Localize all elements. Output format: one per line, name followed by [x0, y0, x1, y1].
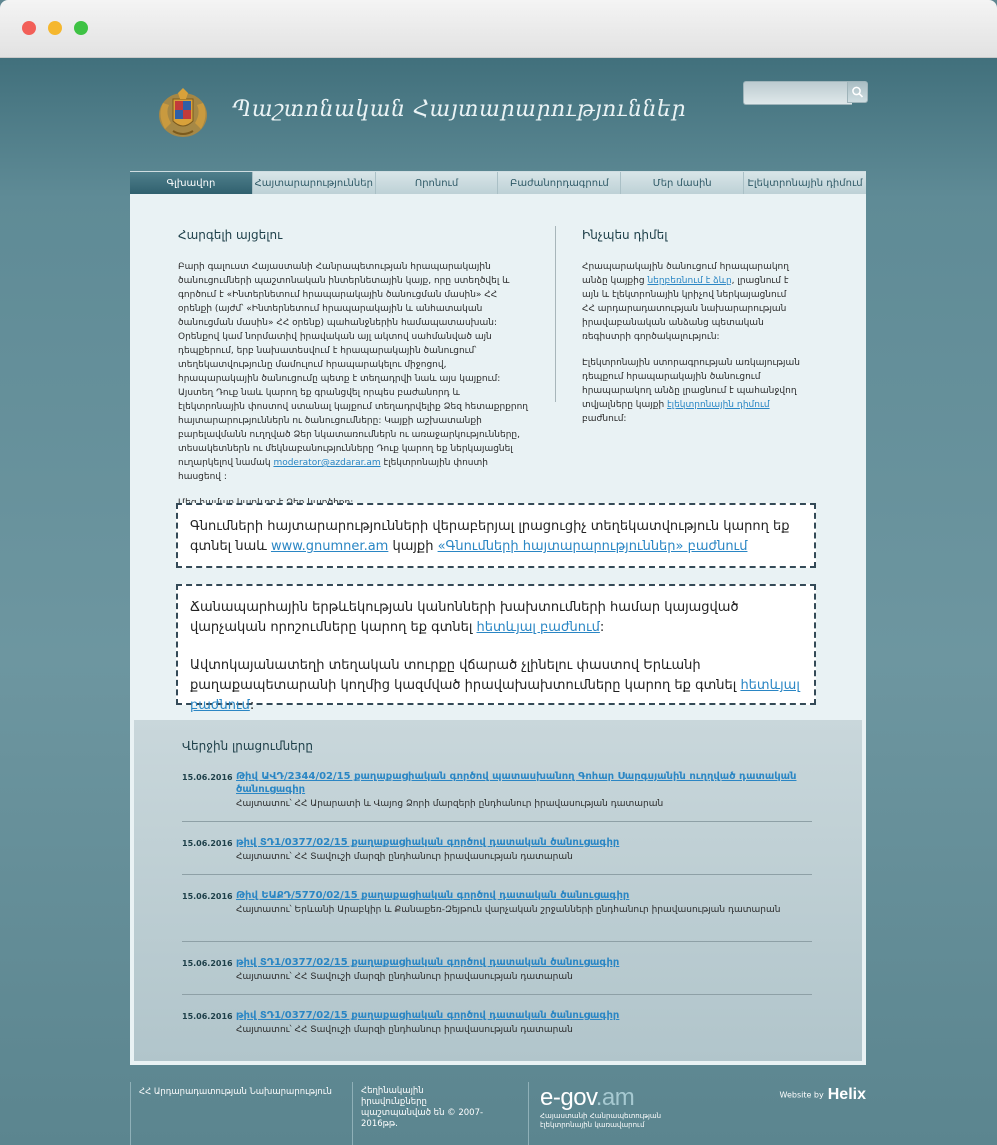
- latest-additions-panel: [134, 720, 862, 1061]
- credit-prefix: Website by: [779, 1090, 824, 1100]
- minimize-window-button[interactable]: [48, 21, 62, 35]
- how-to-apply-section: [582, 228, 802, 426]
- nav-item-home[interactable]: [130, 172, 253, 195]
- traffic-violations-link[interactable]: հետևյալ բաժնում: [476, 620, 600, 635]
- nav-item-label: Որոնում: [414, 178, 459, 189]
- parking-violations-link[interactable]: հետևյալ բաժնում: [190, 678, 800, 713]
- item-court: Հայտատու՝ ՀՀ Տավուշի մարզի ընդհանուր իրավասության դատարան: [236, 852, 573, 862]
- item-court: Հայտատու՝ ՀՀ Տավուշի մարզի ընդհանուր իրավասության դատարան: [236, 1025, 573, 1035]
- how-to-apply-heading: Ինչպես դիմել: [582, 228, 668, 242]
- welcome-section: [178, 228, 528, 510]
- welcome-heading: Հարգելի այցելու: [178, 228, 283, 242]
- procurement-section-link[interactable]: «Գնումների հայտարարություններ» բաժնում: [437, 539, 748, 554]
- parking-violations-body: Ավտոկայանատեղի տեղական տուրքը վճարած չլինելու փաստով Երևանի քաղաքապետարանի կողմից կազմված իրավախախտումները կարող եք գտնել: [190, 658, 737, 693]
- gnumner-site-link[interactable]: www.gnumner.am: [270, 539, 389, 554]
- column-divider: [555, 226, 556, 402]
- welcome-text: [178, 260, 528, 484]
- how-to-apply-paragraph-2: [582, 356, 802, 426]
- main-content: [130, 194, 866, 1065]
- how-to-p2-end: բաժնում:: [582, 414, 627, 424]
- item-date: 15.06.2016: [182, 892, 233, 901]
- list-item: [182, 889, 812, 942]
- procurement-notice-box: [176, 503, 816, 568]
- item-court: Հայտատու՝ Երևանի Արաբկիր և Քանաքեռ-Զեյթուն վարչական շրջանների ընդհանուր իրավասության դատարան: [236, 905, 781, 915]
- traffic-violations-text: [190, 598, 802, 638]
- traffic-violations-body: Ճանապարհային երթևեկության կանոնների խախտումների համար կայացված վարչական որոշումները կարող եք գտնել: [190, 600, 739, 635]
- item-date: 15.06.2016: [182, 773, 233, 782]
- item-court: Հայտատու՝ ՀՀ Արարատի և Վայոց Ձորի մարզերի ընդհանուր իրավասության դատարան: [236, 799, 664, 809]
- egov-logo-main: e-gov: [540, 1084, 596, 1111]
- list-item: [182, 956, 812, 995]
- nav-item-label: Հայտարարություններ: [254, 178, 373, 189]
- procurement-notice-text: [190, 517, 802, 557]
- search-button[interactable]: [847, 81, 868, 103]
- parking-violations-end: :: [249, 698, 255, 713]
- item-date: 15.06.2016: [182, 959, 233, 968]
- welcome-text-body: Բարի գալուստ Հայաստանի Հանրապետության հրապարակային ծանուցումների պաշտոնական ինտերնետային կայք, որը ստեղծվել և գործում է «Ինտերնետում հրապարակային ծանուցման մասին» ՀՀ օրենքի (այժմ՝ «Ինտերնետում հրապարակային և անհատական ծանուցման մասին» ՀՀ օրենք) պահանջներին համապատասխան: Օրենքով կամ նորմատիվ իրավական այլ ակտով սահմանված այն դեպքերում, երբ նախատեսվում է հրապարակային ծանուցում՝ տեղեկատվությունը մամուլում հրապարակելու միջոցով, հրապարակային ծանուցումը պետք է տեղադրվի նաև այս կայքում: Այստեղ Դուք նաև կարող եք գրանցվել որպես բաժանորդ և էլեկտրոնային փոստով ստանալ կայքում տեղադրվելիք Ձեզ հետաքրքրող հայտարարություններն ու ծանուցումները: Կայքի աշխատանքի բարելավմանն ուղղված Ձեր նկատառումներն ու առաջարկությունները, տեսակետներն ու մեկնաբանությունները Դուք կարող եք ներկայացնել ուղարկելով նամակ: [178, 262, 529, 468]
- item-title-link[interactable]: Թիվ ԱՎԴ/2344/02/15 քաղաքացիական գործով պատասխանող Գոհար Սարգսյանին ուղղված դատական ծանուցագիր: [236, 771, 797, 795]
- traffic-notice-box: [176, 584, 816, 713]
- helix-logo: Helix: [827, 1086, 866, 1103]
- egov-subtitle: Հայաստանի Հանրապետության էլեկտրոնային կառավարում: [540, 1112, 662, 1129]
- footer-copyright-cell: [352, 1082, 528, 1145]
- item-date: 15.06.2016: [182, 1012, 233, 1021]
- nav-item-label: Էլեկտրոնային դիմում: [747, 178, 863, 189]
- how-to-apply-paragraph-1: [582, 260, 802, 344]
- footer-ministry-cell: [130, 1082, 351, 1145]
- latest-additions-heading: Վերջին լրացումները: [182, 739, 313, 753]
- item-title-link[interactable]: թիվ ՏԴ1/0377/02/15 քաղաքացիական գործով դատական ծանուցագիր: [236, 1010, 620, 1021]
- list-item: [182, 770, 812, 822]
- nav-item-about[interactable]: [621, 172, 744, 195]
- site-title[interactable]: Պաշտոնական Հայտարարություններ: [232, 97, 687, 122]
- nav-item-search[interactable]: [376, 172, 499, 195]
- nav-item-e-application[interactable]: [744, 172, 866, 195]
- welcome-text-end: էլեկտրոնային փոստի հասցեով :: [178, 458, 488, 482]
- nav-item-label: Մեր մասին: [652, 178, 712, 189]
- egov-logo[interactable]: [540, 1084, 634, 1112]
- item-title-link[interactable]: թիվ ՏԴ1/0377/02/15 քաղաքացիական գործով դատական ծանուցագիր: [236, 957, 620, 968]
- footer-divider: [528, 1082, 530, 1145]
- close-window-button[interactable]: [22, 21, 36, 35]
- parking-violations-text: [190, 656, 802, 716]
- nav-item-label: Բաժանորդագրում: [510, 178, 609, 189]
- footer-copyright: Հեղինակային իրավունքները պաշտպանված են © 2007-2016թթ.: [361, 1086, 484, 1129]
- moderator-email-link[interactable]: moderator@azdarar.am: [273, 458, 381, 468]
- coat-of-arms-icon[interactable]: [157, 85, 209, 141]
- search-icon: [848, 82, 867, 102]
- developer-credit[interactable]: [780, 1086, 867, 1104]
- how-to-p1-end: , լրացնում է այն և էլեկտրոնային կրիչով ներկայացնում ՀՀ արդարադատության նախարարության իրավաբանական անձանց պետական ռեգիստրի գործակալություն:: [582, 276, 789, 342]
- item-date: 15.06.2016: [182, 839, 233, 848]
- main-navigation: [130, 171, 866, 195]
- how-to-p2-text: Էլեկտրոնային ստորագրության առկայության դեպքում հրապարակային ծանուցում հրապարակող անձը լրացնում է պահանջվող տվյալները կայքի: [582, 358, 800, 410]
- list-item: [182, 836, 812, 875]
- egov-logo-suffix: .am: [595, 1084, 635, 1111]
- list-item: [182, 1009, 812, 1045]
- e-application-link[interactable]: էլեկտրոնային դիմում: [667, 400, 770, 410]
- procurement-notice-middle: կայքի: [392, 539, 434, 554]
- procurement-notice-body: Գնումների հայտարարությունների վերաբերյալ լրացուցիչ տեղեկատվություն կարող եք գտնել նաև: [190, 519, 790, 554]
- traffic-violations-end: :: [599, 620, 605, 635]
- latest-additions-list: [182, 770, 812, 1045]
- maximize-window-button[interactable]: [74, 21, 88, 35]
- nav-item-announcements[interactable]: [253, 172, 376, 195]
- item-title-link[interactable]: Թիվ ԵԱՔԴ/5770/02/15 քաղաքացիական գործով դատական ծանուցագիր: [236, 890, 630, 901]
- download-form-link[interactable]: ներբեռնում է ձևը: [647, 276, 732, 286]
- how-to-p1-text: Հրապարակային ծանուցում հրապարակող անձը կայքից: [582, 262, 789, 286]
- nav-item-subscription[interactable]: [498, 172, 621, 195]
- footer-ministry[interactable]: ՀՀ Արդարադատության Նախարարություն: [139, 1087, 332, 1097]
- item-court: Հայտատու՝ ՀՀ Տավուշի մարզի ընդհանուր իրավասության դատարան: [236, 972, 573, 982]
- nav-item-label: Գլխավոր: [166, 178, 216, 189]
- item-title-link[interactable]: թիվ ՏԴ1/0377/02/15 քաղաքացիական գործով դատական ծանուցագիր: [236, 837, 620, 848]
- footer: [130, 1082, 866, 1145]
- browser-title-bar: [0, 0, 997, 58]
- search-input[interactable]: [743, 81, 852, 105]
